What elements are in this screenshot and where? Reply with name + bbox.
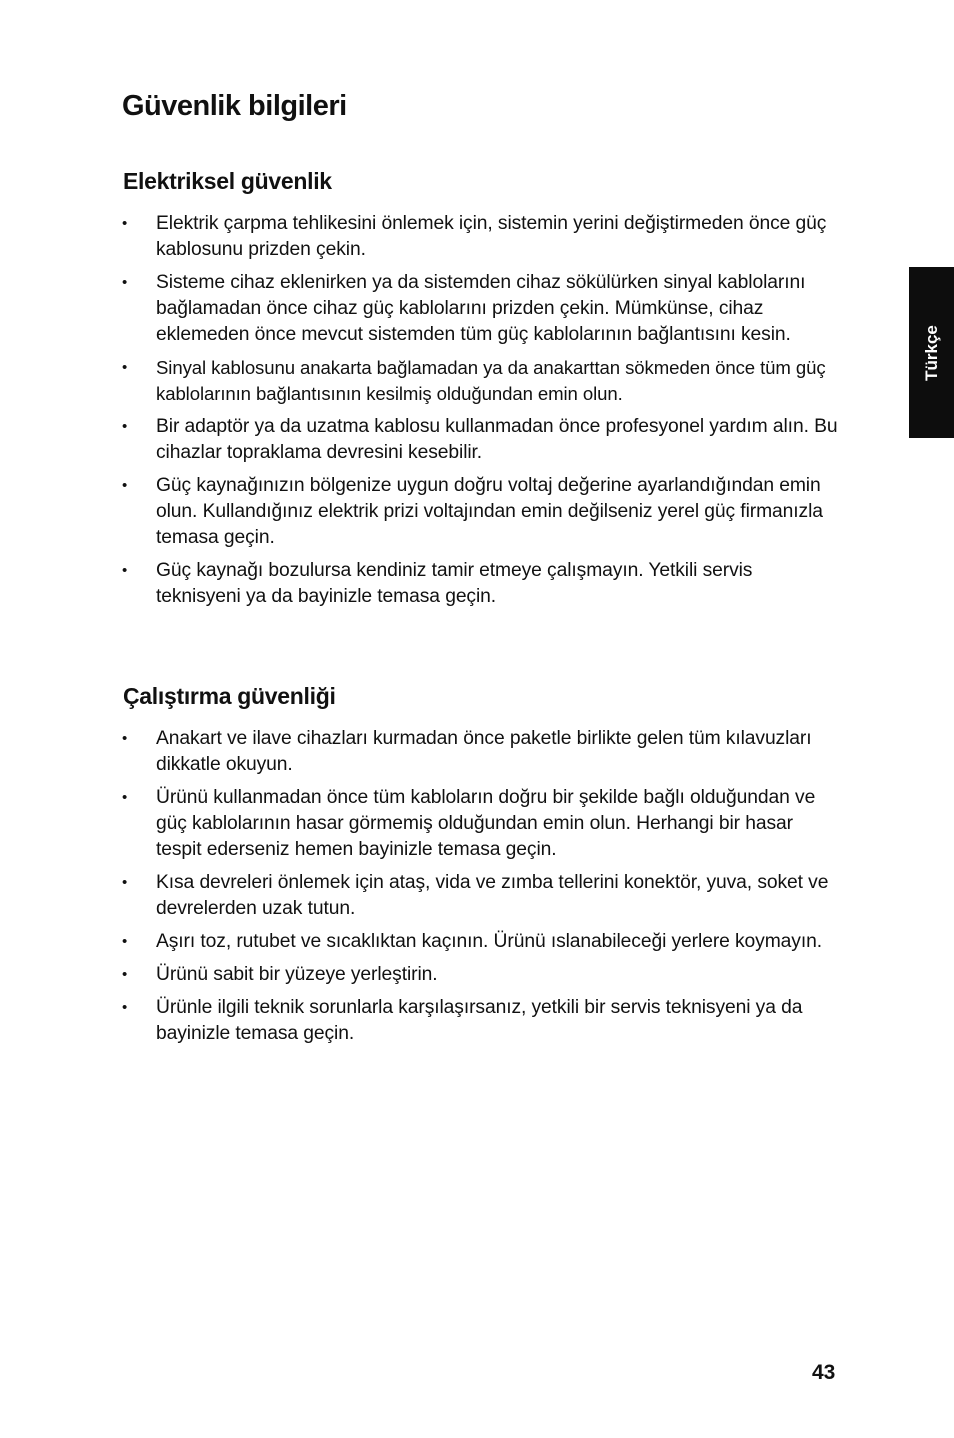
section-heading-electrical-safety: Elektriksel güvenlik (123, 168, 332, 194)
list-item (122, 726, 842, 778)
list-item (122, 558, 842, 610)
list-item-text: Güç kaynağınızın bölgenize uygun doğru voltaj değerine ayarlandığından emin olun. Kullandığınız elektrik prizi voltajından emin değilseniz yerel güç firmanızla temasa geçin. (156, 475, 823, 548)
list-item (122, 414, 842, 466)
bullet-icon: • (122, 562, 128, 579)
list-item (122, 870, 842, 922)
list-item-text: Elektrik çarpma tehlikesini önlemek için, sistemin yerini değiştirmeden önce güç kablosunu prizden çekin. (156, 213, 827, 260)
list-item (122, 473, 842, 551)
list-item-text: Aşırı toz, rutubet ve sıcaklıktan kaçının. Ürünü ıslanabileceği yerlere koymayın. (156, 931, 822, 952)
operation-safety-list (122, 726, 842, 1054)
bullet-icon: • (122, 274, 128, 291)
section-heading-operation-safety: Çalıştırma güvenliği (123, 683, 336, 709)
list-item (122, 270, 842, 348)
list-item (122, 355, 842, 407)
bullet-icon: • (122, 477, 128, 494)
bullet-icon: • (122, 933, 128, 950)
page-number: 43 (812, 1361, 836, 1384)
list-item (122, 995, 842, 1047)
bullet-icon: • (122, 418, 128, 435)
list-item-text: Güç kaynağı bozulursa kendiniz tamir etmeye çalışmayın. Yetkili servis teknisyeni ya da bayinizle temasa geçin. (156, 560, 753, 607)
list-item-text: Sisteme cihaz eklenirken ya da sistemden cihaz sökülürken sinyal kablolarını bağlamadan önce cihaz güç kablolarını prizden çekin. Mümkünse, cihaz eklemeden önce mevcut sistemden tüm güç kablolarının bağlantısını kesin. (156, 272, 806, 345)
list-item-text: Anakart ve ilave cihazları kurmadan önce paketle birlikte gelen tüm kılavuzları dikkatle okuyun. (156, 728, 812, 775)
electrical-safety-list (122, 211, 842, 617)
list-item-text: Ürünle ilgili teknik sorunlarla karşılaşırsanız, yetkili bir servis teknisyeni ya da bayinizle temasa geçin. (156, 997, 803, 1044)
language-side-tab (909, 267, 954, 438)
bullet-icon: • (122, 730, 128, 747)
list-item (122, 962, 842, 988)
list-item-text: Ürünü sabit bir yüzeye yerleştirin. (156, 964, 438, 985)
bullet-icon: • (122, 359, 128, 376)
list-item (122, 211, 842, 263)
list-item (122, 785, 842, 863)
bullet-icon: • (122, 874, 128, 891)
bullet-icon: • (122, 789, 128, 806)
page-title: Güvenlik bilgileri (122, 90, 347, 122)
list-item (122, 929, 842, 955)
list-item-text: Bir adaptör ya da uzatma kablosu kullanmadan önce profesyonel yardım alın. Bu cihazlar topraklama devresini kesebilir. (156, 416, 838, 463)
bullet-icon: • (122, 215, 128, 232)
list-item-text: Sinyal kablosunu anakarta bağlamadan ya da anakarttan sökmeden önce tüm güç kablolarının bağlantısının kesilmiş olduğundan emin olun. (156, 357, 826, 404)
bullet-icon: • (122, 966, 128, 983)
list-item-text: Ürünü kullanmadan önce tüm kabloların doğru bir şekilde bağlı olduğundan ve güç kablolarının hasar görmemiş olduğundan emin olun. Herhangi bir hasar tespit ederseniz hemen bayinizle temasa geçin. (156, 787, 816, 860)
list-item-text: Kısa devreleri önlemek için ataş, vida ve zımba tellerini konektör, yuva, soket ve devrelerden uzak tutun. (156, 872, 829, 919)
bullet-icon: • (122, 999, 128, 1016)
language-tab-label: Türkçe (921, 324, 941, 381)
